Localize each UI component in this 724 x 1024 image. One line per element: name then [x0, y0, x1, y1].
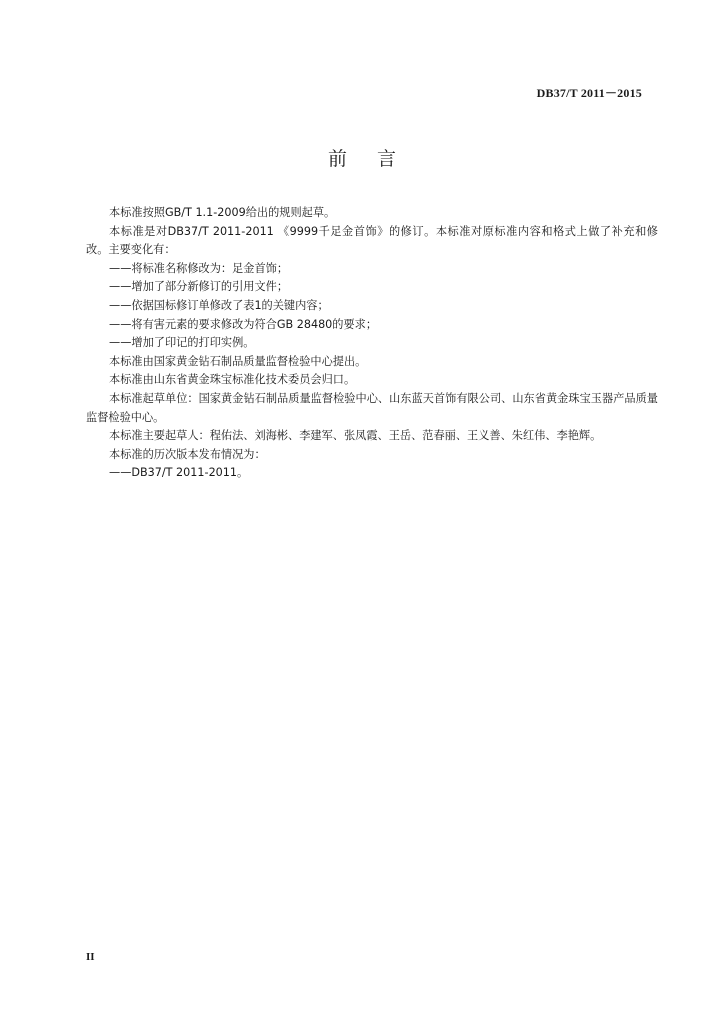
paragraph-revision-note: 本标准是对DB37/T 2011-2011 《9999千足金首饰》的修订。本标准对原标准内容和格式上做了补充和修改。主要变化有： — [86, 224, 658, 257]
paragraph-drafting-rule: 本标准按照GB/T 1.1-2009给出的规则起草。 — [109, 206, 336, 219]
paragraph-version-history: 本标准的历次版本发布情况为： — [109, 447, 266, 461]
change-item: ——增加了部分新修订的引用文件； — [109, 280, 289, 294]
page-number: II — [86, 951, 95, 963]
paragraph-drafting-units: 本标准起草单位：国家黄金钻石制品质量监督检验中心、山东蓝天首饰有限公司、山东省黄金珠宝玉器产品质量监督检验中心。 — [86, 391, 658, 424]
paragraph-centralized-by: 本标准由山东省黄金珠宝标准化技术委员会归口。 — [109, 373, 356, 387]
change-item: ——将有害元素的要求修改为符合GB 28480的要求； — [109, 317, 378, 331]
document-body — [86, 204, 658, 483]
paragraph-proposer: 本标准由国家黄金钻石制品质量监督检验中心提出。 — [109, 354, 367, 368]
change-item: ——依据国标修订单修改了表1的关键内容； — [109, 298, 329, 312]
paragraph-drafters: 本标准主要起草人：程佑法、刘海彬、李建军、张凤霞、王岳、范春丽、王义善、朱红伟、李艳辉。 — [109, 429, 602, 443]
version-history-item: ——DB37/T 2011-2011。 — [109, 466, 249, 480]
document-code: DB37/T 2011－2015 — [536, 86, 642, 100]
change-item: ——增加了印记的打印实例。 — [109, 336, 255, 350]
change-item: ——将标准名称修改为：足金首饰； — [109, 261, 289, 275]
page-title: 前言 — [327, 148, 426, 170]
